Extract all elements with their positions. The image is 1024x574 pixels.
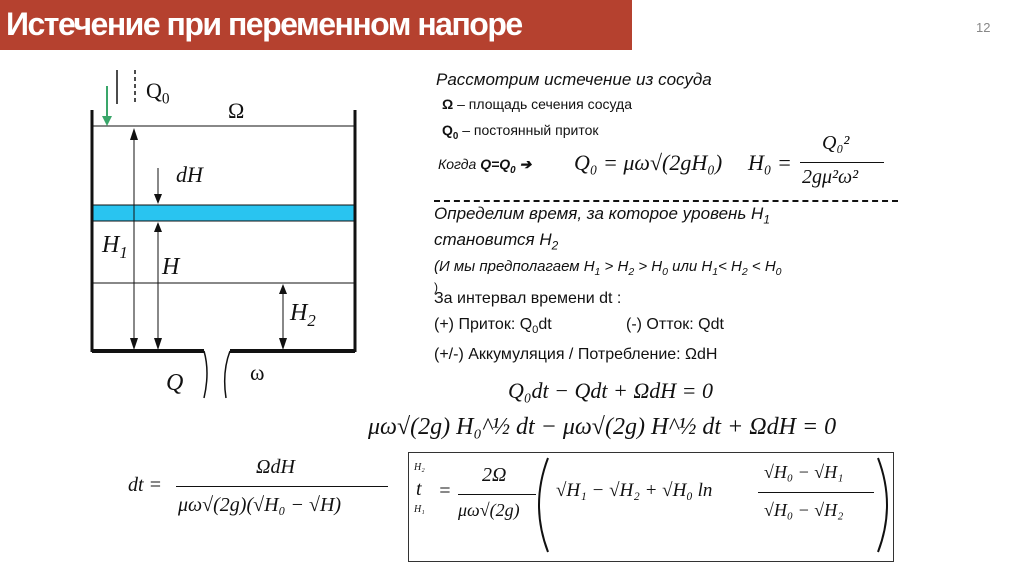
dt-den: μω√(2g)(√H₀ − √H): [178, 494, 342, 516]
label-h1: $H_1$: [102, 232, 128, 262]
assumption-close: ): [434, 280, 438, 294]
formula-h0-lhs: H₀ =: [748, 150, 792, 175]
t-equals: =: [438, 480, 452, 502]
assumption-text: (И мы предполагаем $H_1 > H_2 > H_0$ или $H_1< H_2 < H_0$: [434, 258, 782, 278]
label-h2: $H_2$: [290, 300, 316, 330]
dt-num: ΩdH: [256, 456, 295, 478]
slide-title: Истечение при переменном напоре: [6, 6, 522, 42]
interval-text: За интервал времени dt :: [434, 290, 622, 307]
balance-equation: Q₀dt − Qdt + ΩdH = 0: [508, 378, 713, 403]
intro-text: Рассмотрим истечение из сосуда: [436, 70, 712, 89]
task-line-2: становится $H_2$: [434, 230, 559, 253]
outflow-text: (-) Отток: Qdt: [626, 316, 724, 333]
dt-fraction-bar: [176, 486, 388, 487]
formula-h0-num: Q₀²: [822, 132, 850, 154]
accumulation-text: (+/-) Аккумуляция / Потребление: ΩdH: [434, 346, 718, 363]
label-q0: $Q_0$: [146, 78, 170, 108]
dt-lhs: dt =: [128, 474, 163, 496]
ln-bar: [758, 492, 874, 493]
t-lower: H₁: [414, 504, 425, 515]
formula-h0-den: 2gμ²ω²: [802, 166, 859, 188]
formula-q0: Q₀ = μω√(2gH₀): [574, 150, 723, 175]
when-condition: Когда $Q=Q_0$ ➔: [438, 156, 532, 176]
t-symbol: t: [416, 478, 422, 500]
t-coef-den: μω√(2g): [458, 500, 520, 520]
t-upper: H₂: [414, 462, 425, 473]
t-coef-num: 2Ω: [482, 464, 507, 486]
page-number: 12: [976, 20, 991, 35]
q0-definition: $Q_0$ – постоянный приток: [442, 122, 599, 142]
outflow-jet: [204, 351, 230, 398]
ln-den: √H₀ − √H₂: [764, 500, 844, 520]
separator: [434, 200, 898, 202]
fraction-bar: [800, 162, 884, 163]
t-body: √H₁ − √H₂ + √H₀ ln: [556, 480, 713, 501]
label-q: Q: [166, 370, 184, 396]
inflow-arrowhead: [102, 116, 112, 126]
inflow-text: (+) Приток: $Q_0dt$: [434, 316, 552, 337]
t-coef-bar: [458, 494, 536, 495]
label-omega-small: ω: [250, 360, 265, 385]
expanded-equation: μω√(2g) H₀^½ dt − μω√(2g) H^½ dt + ΩdH = 0: [368, 414, 837, 440]
ln-num: √H₀ − √H₁: [764, 462, 844, 482]
omega-definition: Ω – площадь сечения сосуда: [442, 96, 633, 112]
label-omega-big: Ω: [228, 98, 245, 123]
water-layer: [93, 205, 354, 221]
label-dh: dH: [176, 162, 203, 187]
label-h: H: [162, 254, 180, 280]
task-line-1: Определим время, за которое уровень $H_1$: [434, 204, 770, 227]
